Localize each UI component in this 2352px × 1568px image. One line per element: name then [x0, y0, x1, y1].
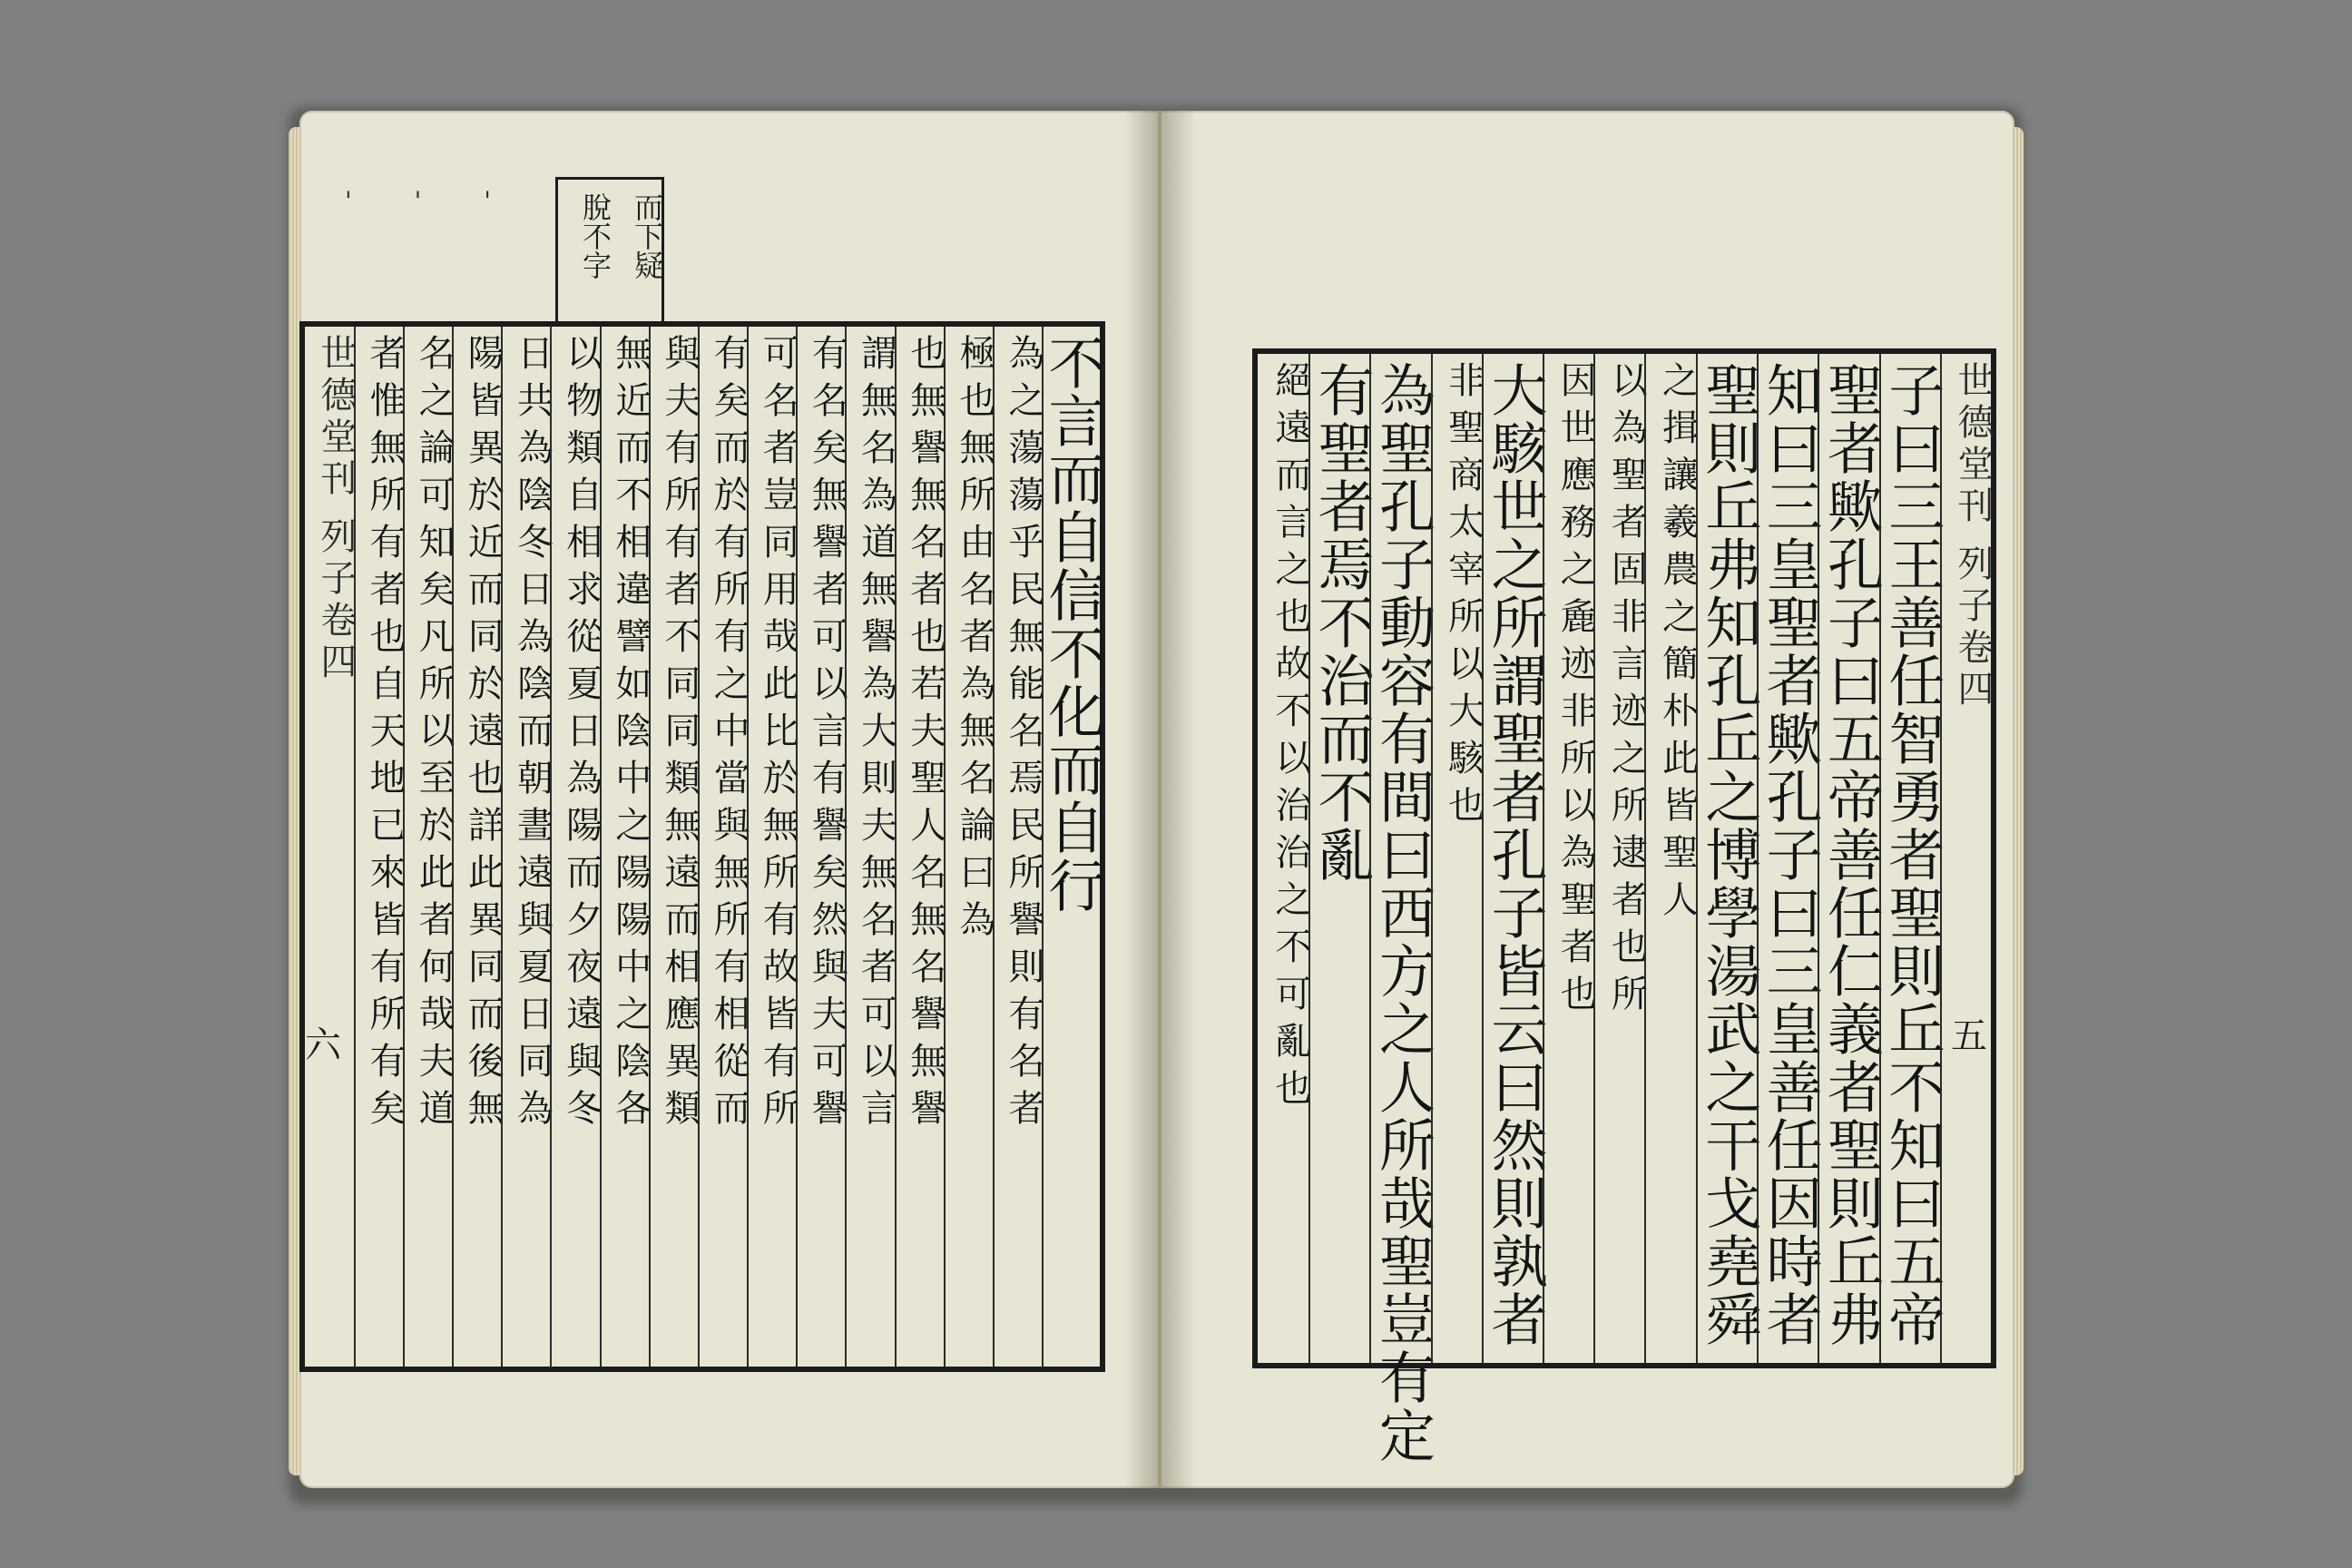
left-text-column: 為之蕩蕩乎民無能名焉民所譽則有名者	[993, 327, 1042, 1367]
left-text-column: 以物類自相求從夏日為陽而夕夜遠與冬	[550, 327, 599, 1367]
left-folio-text: 世德堂刊	[314, 334, 357, 501]
right-chapter-heading: 列子卷四	[1952, 544, 1994, 711]
marginal-note-box	[555, 177, 664, 322]
left-text-column: 謂無名為道無譽為大則夫無名者可以言	[845, 327, 894, 1367]
right-text-column: 絕遠而言之也故不以治治之不可亂也	[1269, 361, 1311, 1116]
right-text-column: 知曰三皇聖者歟孔子曰三皇善任因時者	[1757, 354, 1818, 1363]
left-text-column: 者惟無所有者也自天地已來皆有所有矣	[354, 327, 403, 1367]
left-folio-column	[305, 327, 357, 1367]
left-text-column: 有名矣無譽者可以言有譽矣然與夫可譽	[796, 327, 845, 1367]
right-page-number: 五	[1951, 1015, 1987, 1057]
left-page-number: 六	[305, 1024, 341, 1066]
book-gutter	[1123, 111, 1196, 1488]
right-text-column: 之揖讓羲農之簡朴此皆聖人	[1644, 354, 1695, 1363]
right-text-column: 大駭世之所謂聖者孔子皆云曰然則孰者	[1482, 354, 1543, 1363]
left-text-column: 陽皆異於近而同於遠也詳此異同而後無	[452, 327, 501, 1367]
right-folio-column	[1940, 354, 1994, 1363]
left-text-column: 可名者豈同用哉此比於無所有故皆有所	[747, 327, 796, 1367]
marginal-note-line-1: 而下疑	[630, 192, 664, 279]
left-text-column: 極也無所由名者為無名論曰為	[944, 327, 993, 1367]
left-text-column: 日共為陰冬日為陰而朝晝遠與夏日同為	[501, 327, 550, 1367]
right-text-column: 非聖商太宰所以大駭也	[1431, 354, 1482, 1363]
left-text-column: 無近而不相違譬如陰中之陽陽中之陰各	[600, 327, 649, 1367]
right-text-column: 為聖孔子動容有間曰西方之人所哉聖豈有定	[1369, 354, 1430, 1363]
left-text-column: 與夫有所有者不同同類無遠而相應異類	[649, 327, 698, 1367]
right-text-frame	[1252, 348, 1996, 1465]
left-text-column: 不言而自信不化而自行	[1042, 327, 1100, 1367]
right-text-column: 因世應務之麁迹非所以為聖者也	[1543, 354, 1593, 1363]
right-folio-text: 世德堂刊	[1952, 361, 1994, 528]
left-text-column: 也無譽無名者也若夫聖人名無名譽無譽	[895, 327, 944, 1367]
margin-marks: ' ' ' '	[345, 186, 588, 216]
left-text-frame	[299, 321, 1105, 1372]
right-text-column: 聖者歟孔子曰五帝善任仁義者聖則丘弗	[1818, 354, 1878, 1363]
right-text-column: 以為聖者固非言迹之所逮者也所	[1593, 354, 1644, 1363]
left-chapter-heading: 列子卷四	[314, 517, 357, 684]
left-text-column: 有矣而於有所有之中當與無所有相從而	[698, 327, 747, 1367]
left-text-column: 名之論可知矣凡所以至於此者何哉夫道	[403, 327, 452, 1367]
right-text-column: 有聖者焉不治而不亂	[1308, 354, 1369, 1363]
right-text-column: 子曰三王善任智勇者聖則丘不知曰五帝	[1879, 354, 1940, 1363]
marginal-note-line-2: 脫不字	[578, 192, 612, 279]
right-text-column: 聖則丘弗知孔丘之博學湯武之干戈堯舜	[1696, 354, 1757, 1363]
